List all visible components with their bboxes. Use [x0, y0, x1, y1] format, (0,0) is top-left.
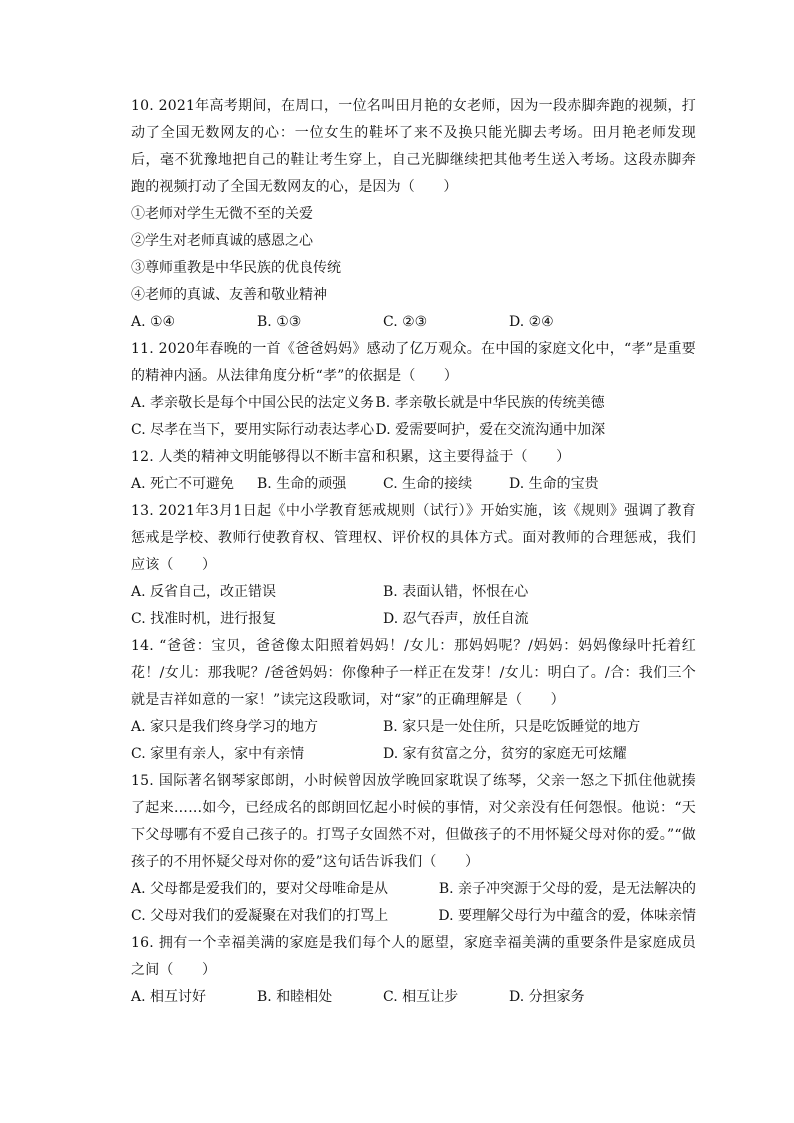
question-stem: 12. 人类的精神文明能够得以不断丰富和积累，这主要得益于（ ）	[131, 449, 571, 465]
option-b[interactable]: B. 和睦相处	[257, 989, 333, 1005]
option-row	[131, 903, 696, 930]
option-a[interactable]: A. ①④	[131, 314, 176, 330]
statement-4: ④老师的真诚、友善和敬业精神	[131, 287, 327, 303]
question-13	[131, 498, 696, 633]
option-c[interactable]: C. ②③	[383, 314, 428, 330]
question-stem: 13. 2021年3月1日起《中小学教育惩戒规则（试行）》开始实施，该《规则》强调了教育惩戒是学校、教师行使教育权、管理权、评价权的具体方式。面对教师的合理惩戒，我们应该（ ）	[131, 503, 696, 573]
option-row	[131, 390, 696, 417]
option-d[interactable]: D. 家有贫富之分，贫穷的家庭无可炫耀	[383, 746, 627, 762]
option-c[interactable]: C. 父母对我们的爱凝聚在对我们的打骂上	[131, 908, 389, 924]
option-row	[131, 579, 696, 606]
question-stem: 15. 国际著名钢琴家郎朗，小时候曾因放学晚回家耽误了练琴，父亲一怒之下抓住他就揍了起来……如今，已经成名的郎朗回忆起小时候的事情，对父亲没有任何怨恨。他说：“天下父母哪有不爱自己孩子的。打骂子女固然不对，但做孩子的不用怀疑父母对你的爱。”“做孩子的不用怀疑父母对你的爱”这句话告诉我们（ ）	[131, 773, 696, 870]
option-a[interactable]: A. 父母都是爱我们的，要对父母唯命是从	[131, 881, 389, 897]
option-c[interactable]: C. 相互让步	[383, 989, 459, 1005]
option-b[interactable]: B. 生命的顽强	[257, 476, 347, 492]
option-d[interactable]: D. 要理解父母行为中蕴含的爱，体味亲情	[438, 908, 696, 924]
option-b[interactable]: B. ①③	[257, 314, 302, 330]
question-14	[131, 633, 696, 768]
option-d[interactable]: D. 爱需要呵护，爱在交流沟通中加深	[375, 422, 606, 438]
option-b[interactable]: B. 亲子冲突源于父母的爱，是无法解决的	[438, 881, 696, 897]
option-a[interactable]: A. 家只是我们终身学习的地方	[131, 719, 319, 735]
statement-3: ③尊师重教是中华民族的优良传统	[131, 260, 341, 276]
option-b[interactable]: B. 表面认错，怀恨在心	[383, 584, 529, 600]
option-row	[131, 714, 696, 741]
question-stem: 10. 2021年高考期间，在周口，一位名叫田月艳的女老师，因为一段赤脚奔跑的视频，打动了全国无数网友的心：一位女生的鞋坏了来不及换只能光脚去考场。田月艳老师发现后，毫不犹豫地把自己的鞋让考生穿上，自己光脚继续把其他考生送入考场。这段赤脚奔跑的视频打动了全国无数网友的心，是因为（ ）	[131, 98, 696, 195]
option-row	[131, 876, 696, 903]
option-a[interactable]: A. 相互讨好	[131, 989, 207, 1005]
option-a[interactable]: A. 死亡不可避免	[131, 476, 235, 492]
question-stem: 16. 拥有一个幸福美满的家庭是我们每个人的愿望，家庭幸福美满的重要条件是家庭成员之间（ ）	[131, 935, 696, 978]
option-a[interactable]: A. 孝亲敬长是每个中国公民的法定义务	[131, 395, 375, 411]
option-d[interactable]: D. ②④	[509, 314, 554, 330]
option-c[interactable]: C. 找准时机，进行报复	[131, 611, 277, 627]
question-10	[131, 93, 696, 336]
statement-1: ①老师对学生无微不至的关爱	[131, 206, 313, 222]
question-11	[131, 336, 696, 444]
question-list	[131, 93, 696, 1011]
option-c[interactable]: C. 家里有亲人，家中有亲情	[131, 746, 305, 762]
question-15	[131, 768, 696, 930]
option-row	[131, 606, 696, 633]
option-d[interactable]: D. 分担家务	[509, 989, 585, 1005]
statement-2: ②学生对老师真诚的感恩之心	[131, 233, 313, 249]
option-b[interactable]: B. 孝亲敬长就是中华民族的传统美德	[375, 395, 605, 411]
option-row	[131, 417, 696, 444]
option-row	[131, 741, 696, 768]
option-a[interactable]: A. 反省自己，改正错误	[131, 584, 277, 600]
option-row	[131, 471, 696, 498]
question-12	[131, 444, 696, 498]
question-stem: 14. “爸爸：宝贝，爸爸像太阳照着妈妈！/女儿：那妈妈呢？/妈妈：妈妈像绿叶托着红花！/女儿：那我呢？/爸爸妈妈：你像种子一样正在发芽！/女儿：明白了。/合：我们三个就是吉祥如意的一家！”读完这段歌词，对“家”的正确理解是（ ）	[131, 638, 696, 708]
question-16	[131, 930, 696, 1011]
option-b[interactable]: B. 家只是一处住所，只是吃饭睡觉的地方	[383, 719, 641, 735]
option-row	[131, 984, 696, 1011]
option-row	[131, 309, 696, 336]
question-stem: 11. 2020年春晚的一首《爸爸妈妈》感动了亿万观众。在中国的家庭文化中，“孝”是重要的精神内涵。从法律角度分析“孝”的依据是（ ）	[131, 341, 696, 384]
option-d[interactable]: D. 忍气吞声，放任自流	[383, 611, 529, 627]
option-c[interactable]: C. 生命的接续	[383, 476, 473, 492]
option-d[interactable]: D. 生命的宝贵	[509, 476, 599, 492]
option-c[interactable]: C. 尽孝在当下，要用实际行动表达孝心	[131, 422, 375, 438]
